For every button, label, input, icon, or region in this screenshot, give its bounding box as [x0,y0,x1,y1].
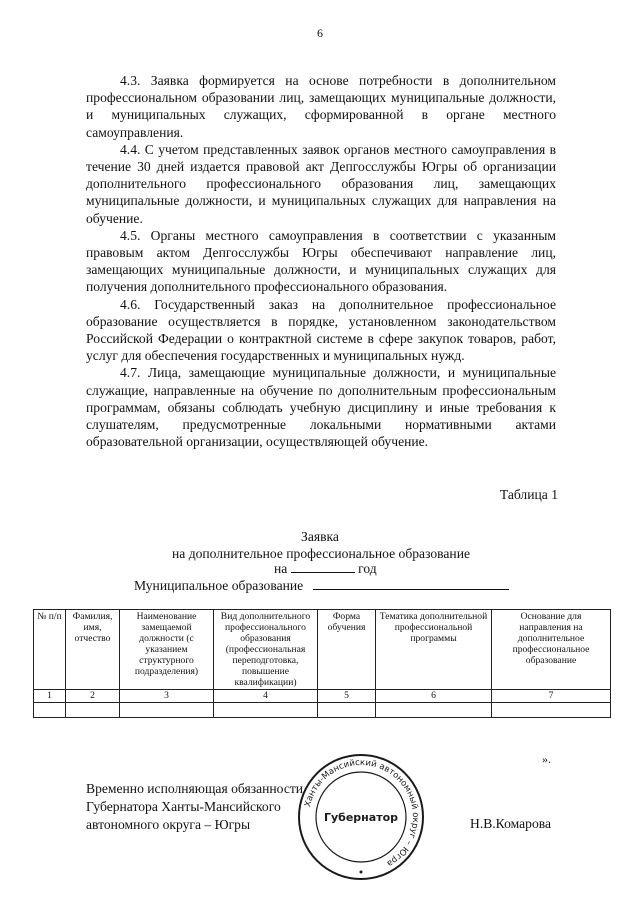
header-number: № п/п [34,610,66,690]
signer-name: Н.В.Комарова [470,816,552,831]
form-subtitle: на дополнительное профессиональное образование [171,546,471,561]
column-number: 2 [66,690,120,703]
header-program-topic: Тематика дополнительной профессиональной программы [376,610,492,690]
municipality-blank [313,577,509,590]
paragraph-4-5: 4.5. Органы местного самоуправления в соответствии с указанным правовым актом Депгосслужбы Югры обеспечивают направление лиц, замещающих муниципальные должности, и муниципальных служащих для получения дополнительного профессионального образования. [86,227,556,295]
header-position: Наименование замещаемой должности (с указанием структурного подразделения) [120,610,214,690]
closing-quote: ». [542,752,551,766]
body-text [86,72,556,450]
page-number: 6 [317,26,323,40]
official-seal [296,752,426,882]
year-blank [291,560,355,573]
paragraph-4-3: 4.3. Заявка формируется на основе потребности в дополнительном профессиональном образовании лиц, замещающих муниципальные должности, и муниципальных служащих, сформированной в органе местного самоуправления. [86,73,556,140]
column-number: 3 [120,690,214,703]
year-suffix: год [358,561,377,576]
table-number-row [34,690,611,703]
seal-ring-text: Ханты-Мансийский автономный округ – Югра [303,757,421,869]
header-education-type: Вид дополнительного профессионального образования (профессиональная переподготовка, повышение квалификации) [214,610,318,690]
table-cell [66,703,120,718]
table-label: Таблица 1 [499,487,558,502]
table-header-row [34,610,611,690]
paragraph-4-6: 4.6. Государственный заказ на дополнительное профессиональное образование осуществляется в порядке, установленном законодательством Российской Федерации о контрактной системе в сфере закупок товаров, работ, услуг для обеспечения государственных и муниципальных нужд. [86,296,556,364]
header-full-name: Фамилия, имя, отчество [66,610,120,690]
column-number: 7 [492,690,611,703]
municipality-line [134,577,509,594]
column-number: 1 [34,690,66,703]
paragraph-4-7: 4.7. Лица, замещающие муниципальные должности, и муниципальные служащие, направленные на обучение по дополнительным профессиональным программам, обязаны соблюдать учебную дисциплину и иные требования к слушателям, предусмотренные локальными нормативными актами образовательной организации, осуществляющей обучение. [86,365,556,450]
table-cell [34,703,66,718]
signature-line: Губернатора Ханты-Мансийского [86,799,281,814]
table-cell [492,703,611,718]
paragraph-4-4: 4.4. С учетом представленных заявок органов местного самоуправления в течение 30 дней издается правовой акт Депгосслужбы Югры об организации дополнительного профессионального образования лиц, замещающих муниципальные должности, и муниципальных служащих для направления на обучение. [86,141,556,226]
municipality-label: Муниципальное образование [134,578,304,593]
table-cell [120,703,214,718]
table-empty-row [34,703,611,718]
signature-line: автономного округа – Югры [86,817,251,832]
column-number: 4 [214,690,318,703]
table-cell [376,703,492,718]
column-number: 6 [376,690,492,703]
signature-block [86,780,303,834]
seal-dot [360,871,363,874]
form-title: Заявка [301,529,339,544]
header-study-form: Форма обучения [318,610,376,690]
year-prefix: на [274,561,288,576]
seal-center-text: Губернатор [323,811,399,824]
signature-line: Временно исполняющая обязанности [86,781,304,796]
table-cell [214,703,318,718]
year-line [274,560,377,577]
column-number: 5 [318,690,376,703]
table-cell [318,703,376,718]
form-title-block [0,528,640,562]
request-table [33,609,611,718]
header-basis: Основание для направления на дополнительное профессиональное образование [492,610,611,690]
